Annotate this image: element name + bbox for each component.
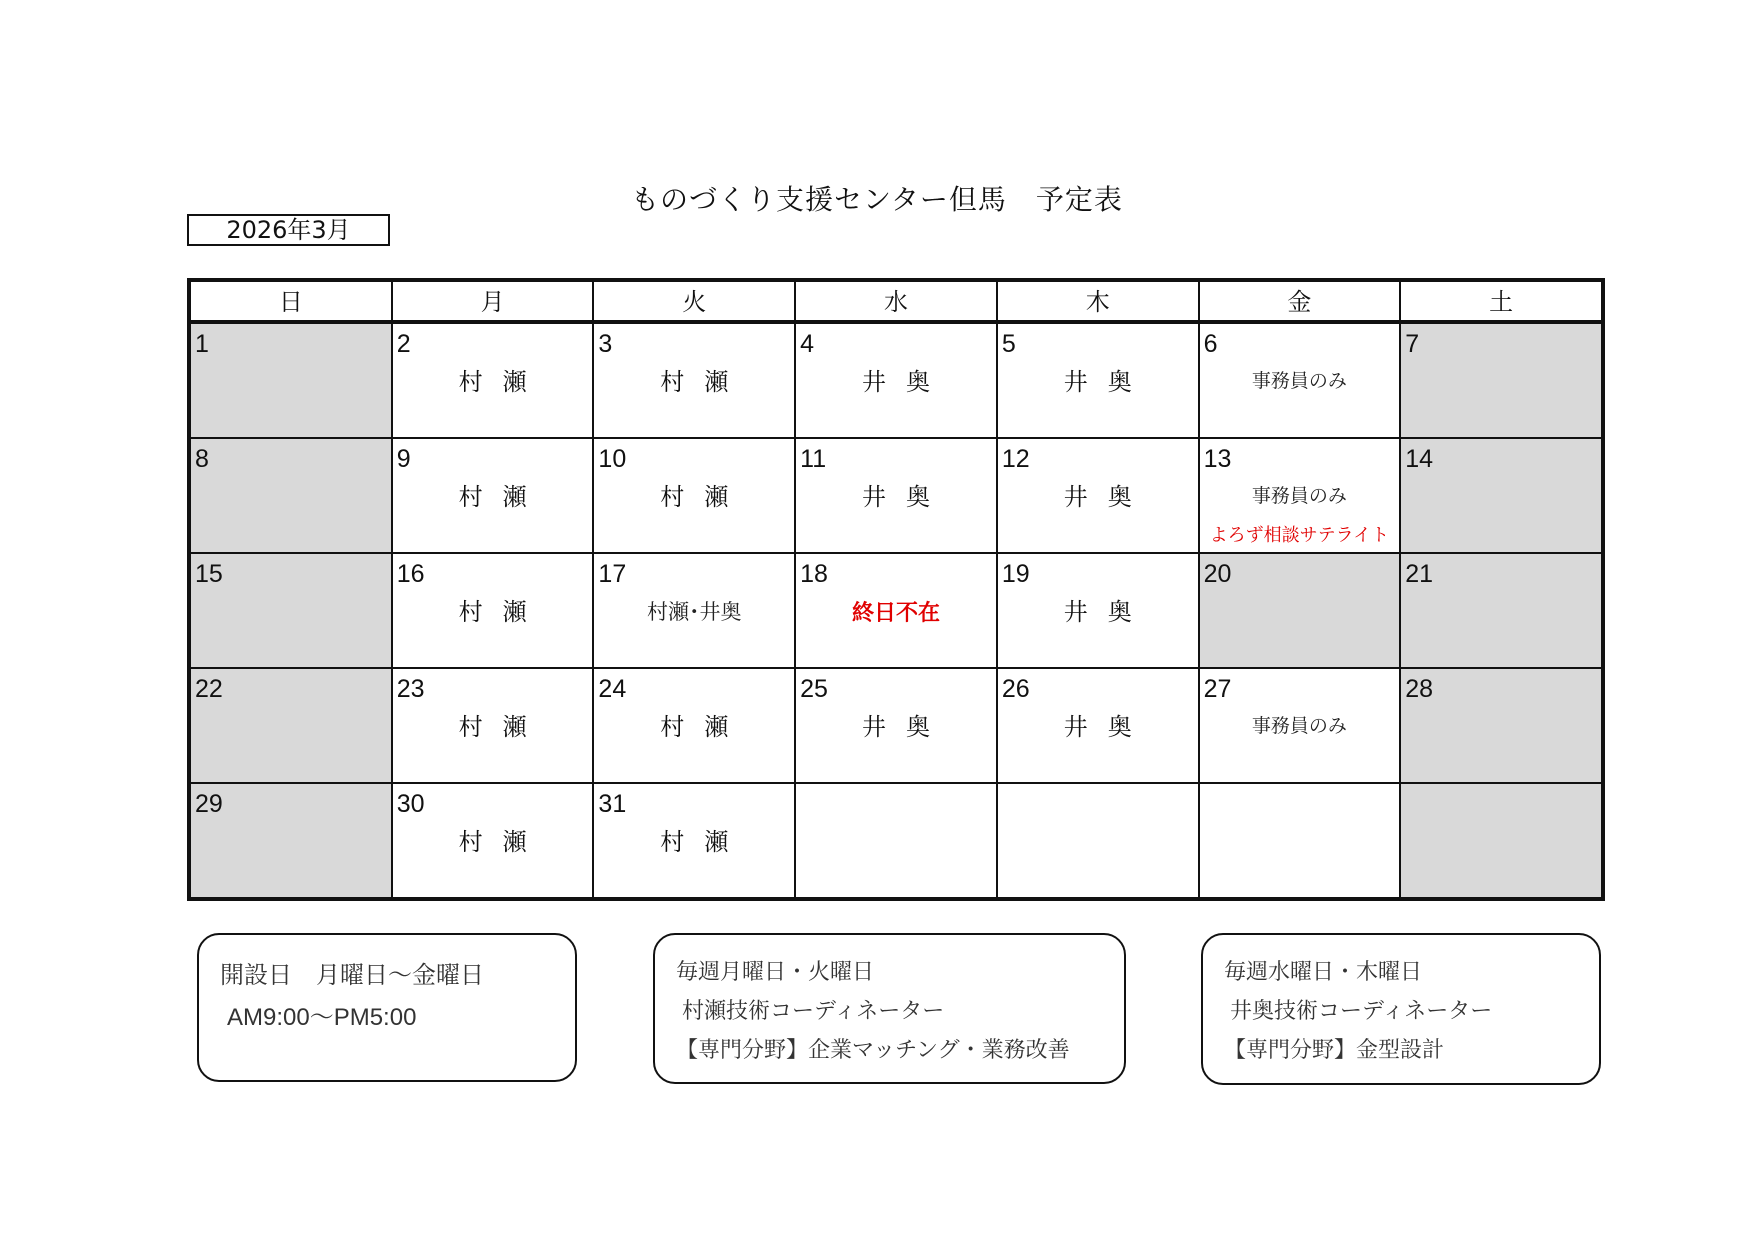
calendar-day-cell: [393, 784, 593, 897]
calendar-day-cell: [1200, 784, 1400, 897]
day-number: 9: [396, 445, 411, 473]
page-title: ものづくり支援センター但馬 予定表: [631, 183, 1123, 216]
month-label: 2026年3月: [187, 214, 390, 246]
calendar-day-cell: [393, 554, 593, 667]
staff-name: 村瀬: [660, 368, 749, 396]
absence-notice: 終日不在: [851, 601, 940, 626]
calendar-day-cell: [796, 784, 996, 897]
murase-schedule-text: 毎週月曜日・火曜日: [676, 960, 875, 985]
event-note: よろず相談サテライト: [1209, 525, 1390, 546]
calendar-day-cell: [191, 784, 391, 897]
day-number: 15: [195, 560, 223, 588]
day-number: 2: [396, 330, 411, 358]
calendar-day-cell: [998, 439, 1198, 552]
calendar-day-cell: [191, 669, 391, 782]
day-number: 17: [598, 560, 627, 588]
calendar-day-cell: [796, 324, 996, 437]
staff-note: 事務員のみ: [1251, 715, 1347, 737]
day-number: 1: [195, 330, 209, 358]
weekday-header: 火: [594, 282, 794, 322]
calendar-day-cell: [1200, 324, 1400, 437]
staff-name: 井奥: [1063, 713, 1152, 741]
murase-title-text: 村瀬技術コーディネーター: [682, 999, 945, 1024]
day-number: 10: [598, 445, 627, 473]
day-number: 19: [1001, 560, 1030, 588]
calendar-day-cell: [998, 669, 1198, 782]
calendar-day-cell: [594, 784, 794, 897]
weekday-header: 金: [1200, 282, 1400, 322]
weekday-header: 月: [393, 282, 593, 322]
calendar-day-cell: [393, 669, 593, 782]
staff-note: 事務員のみ: [1251, 485, 1347, 507]
calendar-day-cell: [1200, 439, 1400, 552]
day-number: 7: [1405, 330, 1420, 358]
staff-name: 村瀬: [660, 828, 749, 856]
ioku-title-text: 井奥技術コーディネーター: [1230, 999, 1493, 1024]
staff-name: 村瀬: [660, 713, 749, 741]
staff-name: 井奥: [861, 483, 950, 511]
calendar-day-cell: [796, 669, 996, 782]
day-number: 23: [396, 675, 425, 703]
day-number: 21: [1405, 560, 1434, 588]
day-number: 30: [396, 790, 425, 818]
day-number: 3: [598, 330, 613, 358]
staff-name: 井奥: [1063, 483, 1152, 511]
staff-name: 井奥: [861, 368, 950, 396]
calendar-day-cell: [1200, 669, 1400, 782]
staff-name: 井奥: [1063, 368, 1152, 396]
day-number: 4: [800, 330, 815, 358]
calendar-day-cell: [1401, 439, 1601, 552]
ioku-schedule-text: 毎週水曜日・木曜日: [1224, 960, 1423, 985]
calendar-day-cell: [796, 439, 996, 552]
calendar-day-cell: [998, 324, 1198, 437]
weekday-header: 日: [191, 282, 391, 322]
day-number: 31: [598, 790, 627, 818]
calendar-day-cell: [191, 439, 391, 552]
calendar-day-cell: [594, 439, 794, 552]
day-number: 24: [598, 675, 627, 703]
calendar-grid: [187, 278, 1605, 901]
staff-name: 村瀬: [458, 483, 547, 511]
coordinator-murase-box: [653, 933, 1126, 1084]
staff-name: 井奥: [861, 713, 950, 741]
day-number: 27: [1203, 675, 1232, 703]
day-number: 25: [800, 675, 828, 703]
day-number: 11: [800, 445, 827, 473]
opening-hours-text: AM9:00～PM5:00: [227, 1004, 417, 1031]
staff-note: 事務員のみ: [1251, 370, 1347, 392]
calendar-day-cell: [998, 784, 1198, 897]
coordinator-ioku-box: [1201, 933, 1601, 1085]
calendar-day-cell: [1401, 554, 1601, 667]
calendar-day-cell: [191, 324, 391, 437]
day-number: 29: [195, 790, 223, 818]
day-number: 13: [1203, 445, 1232, 473]
opening-hours-box: [197, 933, 577, 1082]
staff-name: 村瀬: [458, 828, 547, 856]
staff-name: 井奥: [1063, 598, 1152, 626]
staff-name: 村瀬: [458, 368, 547, 396]
day-number: 5: [1001, 330, 1016, 358]
calendar-day-cell: [1401, 669, 1601, 782]
calendar-day-cell: [191, 554, 391, 667]
ioku-specialty-text: 【専門分野】金型設計: [1224, 1038, 1445, 1063]
calendar-day-cell: [393, 324, 593, 437]
staff-joint: 村瀬･井奥: [647, 600, 742, 624]
staff-name: 村瀬: [458, 713, 547, 741]
day-number: 14: [1405, 445, 1434, 473]
staff-name: 村瀬: [458, 598, 547, 626]
staff-name: 村瀬: [660, 483, 749, 511]
calendar-day-cell: [1200, 554, 1400, 667]
weekday-header: 木: [998, 282, 1198, 322]
day-number: 12: [1001, 445, 1030, 473]
murase-specialty-text: 【専門分野】企業マッチング・業務改善: [676, 1038, 1070, 1063]
calendar-day-cell: [594, 324, 794, 437]
opening-days-text: 開設日 月曜日～金曜日: [220, 961, 484, 989]
calendar-day-cell: [594, 669, 794, 782]
calendar-day-cell: [594, 554, 794, 667]
calendar-day-cell: [796, 554, 996, 667]
day-number: 22: [195, 675, 223, 703]
calendar-day-cell: [1401, 324, 1601, 437]
calendar-day-cell: [393, 439, 593, 552]
weekday-header: 水: [796, 282, 996, 322]
day-number: 8: [195, 445, 209, 473]
calendar-day-cell: [1401, 784, 1601, 897]
calendar-day-cell: [998, 554, 1198, 667]
day-number: 18: [800, 560, 828, 588]
day-number: 28: [1405, 675, 1434, 703]
day-number: 20: [1203, 560, 1232, 588]
day-number: 26: [1001, 675, 1030, 703]
day-number: 16: [396, 560, 425, 588]
weekday-header: 土: [1401, 282, 1601, 322]
day-number: 6: [1203, 330, 1218, 358]
